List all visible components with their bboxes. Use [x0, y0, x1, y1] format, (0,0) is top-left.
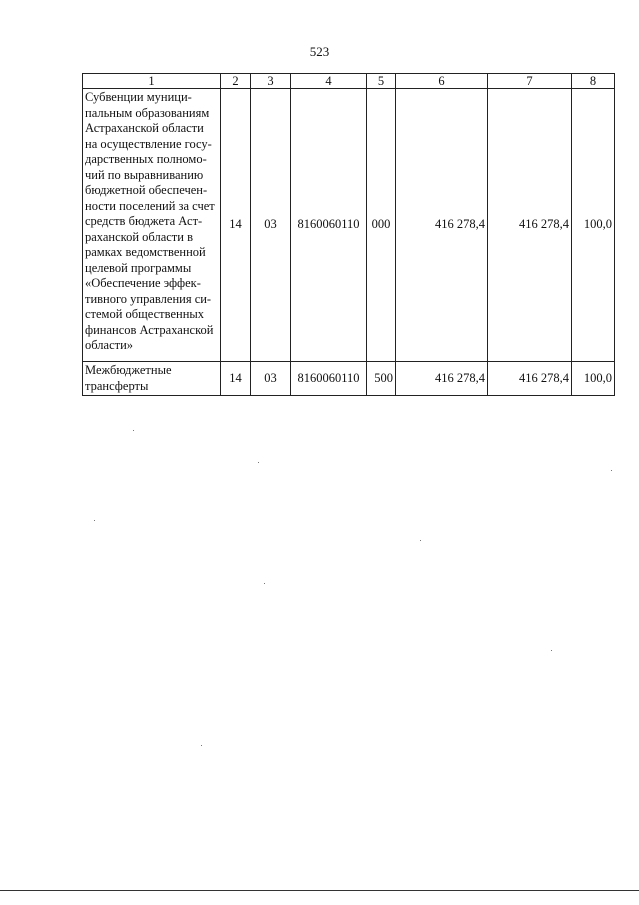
column-header-4: 4: [291, 74, 367, 89]
table-row-transfers: [83, 362, 615, 396]
row-name-cell: Межбюджетные трансферты: [83, 362, 221, 396]
column-header-8: 8: [572, 74, 615, 89]
subsection-cell: 03: [251, 89, 291, 362]
scan-speck: [133, 430, 134, 431]
column-header-1: 1: [83, 74, 221, 89]
subsection-cell: 03: [251, 362, 291, 396]
actual-amount-cell: 416 278,4: [488, 362, 572, 396]
page-number: 523: [309, 44, 330, 59]
section-cell: 14: [221, 89, 251, 362]
scan-speck: [420, 540, 421, 541]
expense-type-cell: 500: [367, 362, 396, 396]
scan-speck: [201, 745, 202, 746]
percent-cell: 100,0: [572, 362, 615, 396]
scan-speck: [264, 583, 265, 584]
column-header-5: 5: [367, 74, 396, 89]
budget-table: [82, 73, 615, 396]
percent-cell: 100,0: [572, 89, 615, 362]
header-row: [83, 74, 615, 89]
table-header: [83, 74, 615, 89]
expense-type-cell: 000: [367, 89, 396, 362]
plan-amount-cell: 416 278,4: [396, 89, 488, 362]
scan-speck: [611, 470, 612, 471]
target-article-cell: 8160060110: [291, 89, 367, 362]
bottom-rule: [0, 890, 639, 891]
column-header-2: 2: [221, 74, 251, 89]
row-name-cell: Субвенции муници-пальным образованиям Астраханской области на осуществление госу-дарственных полномо-чий по выравниванию бюджетной обеспечен-ности поселений за счет средств бюджета Аст-раханской области в рамках ведомственной целевой программы «Обеспечение эффек-тивного управления си-стемой общественных финансов Астраханской области»: [83, 89, 221, 362]
scan-speck: [94, 520, 95, 521]
column-header-6: 6: [396, 74, 488, 89]
column-header-7: 7: [488, 74, 572, 89]
scan-speck: [258, 462, 259, 463]
scan-speck: [551, 650, 552, 651]
table-row-subventions: [83, 89, 615, 362]
section-cell: 14: [221, 362, 251, 396]
plan-amount-cell: 416 278,4: [396, 362, 488, 396]
target-article-cell: 8160060110: [291, 362, 367, 396]
column-header-3: 3: [251, 74, 291, 89]
actual-amount-cell: 416 278,4: [488, 89, 572, 362]
